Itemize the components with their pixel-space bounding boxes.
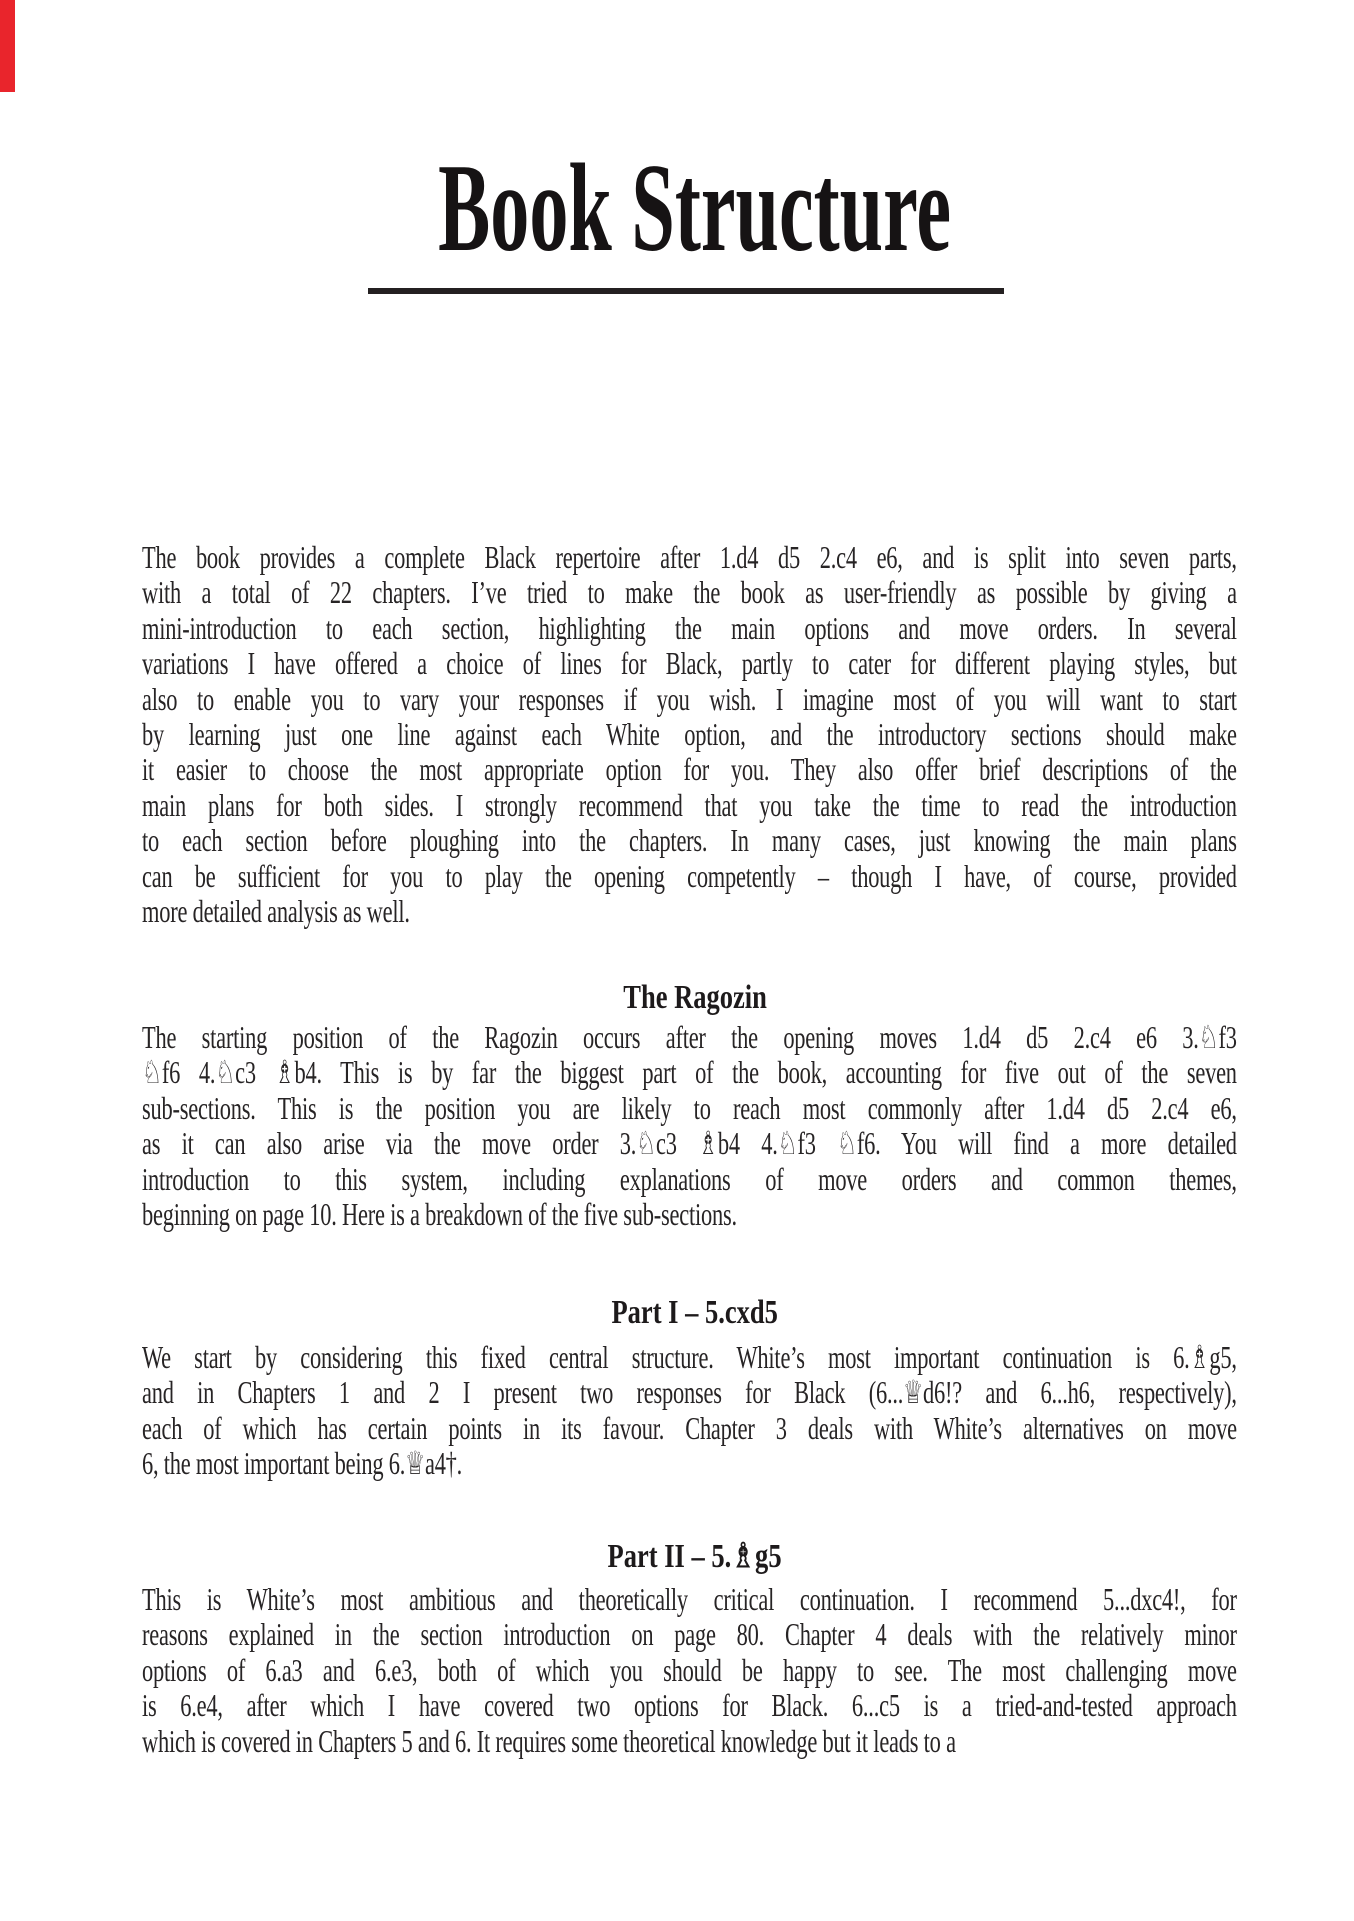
text-line: ♘f6 4.♘c3 ♗b4. This is by far the biggest part of the book, accounting for five out of the seven bbox=[142, 1054, 1237, 1091]
text-line: and in Chapters 1 and 2 I present two responses for Black (6...♕d6!? and 6...h6, respectively), bbox=[142, 1374, 1237, 1411]
text-line: sub-sections. This is the position you are likely to reach most commonly after 1.d4 d5 2.c4 e6, bbox=[142, 1089, 1237, 1126]
text-line: more detailed analysis as well. bbox=[142, 892, 410, 929]
text-line: by learning just one line against each White option, and the introductory sections should make bbox=[142, 715, 1237, 752]
text-line: beginning on page 10. Here is a breakdown of the five sub-sections. bbox=[142, 1195, 737, 1232]
text-line: with a total of 22 chapters. I’ve tried to make the book as user-friendly as possible by giving a bbox=[142, 574, 1237, 611]
text-line: reasons explained in the section introduction on page 80. Chapter 4 deals with the relatively minor bbox=[142, 1616, 1237, 1653]
part2-heading-text: Part II – 5.♗g5 bbox=[607, 1538, 783, 1576]
text-line: variations I have offered a choice of lines for Black, partly to cater for different playing styles, but bbox=[142, 645, 1237, 682]
title-rule bbox=[368, 288, 1004, 294]
ragozin-heading-text: The Ragozin bbox=[623, 979, 767, 1017]
ragozin-paragraph bbox=[142, 1020, 1237, 1232]
text-line: also to enable you to vary your responses if you wish. I imagine most of you will want to start bbox=[142, 680, 1237, 717]
text-line: 6, the most important being 6.♕a4†. bbox=[142, 1445, 463, 1482]
page-title bbox=[18, 139, 1354, 278]
text-line: as it can also arise via the move order 3.♘c3 ♗b4 4.♘f3 ♘f6. You will find a more detailed bbox=[142, 1125, 1237, 1162]
text-line: is 6.e4, after which I have covered two options for Black. 6...c5 is a tried-and-tested approach bbox=[142, 1687, 1237, 1724]
ragozin-heading bbox=[18, 980, 1354, 1015]
text-line: it easier to choose the most appropriate option for you. They also offer brief descriptions of the bbox=[142, 751, 1237, 788]
text-line: The book provides a complete Black repertoire after 1.d4 d5 2.c4 e6, and is split into seven parts, bbox=[142, 539, 1237, 575]
text-line: This is White’s most ambitious and theoretically critical continuation. I recommend 5...dxc4!, for bbox=[142, 1581, 1237, 1617]
text-line: mini-introduction to each section, highlighting the main options and move orders. In several bbox=[142, 609, 1237, 646]
part1-paragraph bbox=[142, 1340, 1237, 1482]
text-line: options of 6.a3 and 6.e3, both of which you should be happy to see. The most challenging move bbox=[142, 1651, 1237, 1688]
text-line: main plans for both sides. I strongly recommend that you take the time to read the introduction bbox=[142, 786, 1237, 823]
text-line: The starting position of the Ragozin occurs after the opening moves 1.d4 d5 2.c4 e6 3.♘f3 bbox=[142, 1019, 1237, 1055]
red-corner-marker bbox=[0, 0, 15, 92]
text-line: each of which has certain points in its favour. Chapter 3 deals with White’s alternatives on move bbox=[142, 1409, 1237, 1446]
part2-paragraph bbox=[142, 1582, 1237, 1759]
page-title-text: Book Structure bbox=[438, 139, 952, 278]
text-line: to each section before ploughing into the chapters. In many cases, just knowing the main plans bbox=[142, 822, 1237, 859]
part1-heading bbox=[18, 1295, 1354, 1330]
text-line: can be sufficient for you to play the opening competently – though I have, of course, provided bbox=[142, 857, 1237, 894]
part1-heading-text: Part I – 5.cxd5 bbox=[611, 1294, 779, 1332]
intro-paragraph bbox=[142, 540, 1237, 929]
text-line: introduction to this system, including explanations of move orders and common themes, bbox=[142, 1160, 1237, 1197]
part2-heading bbox=[18, 1539, 1354, 1574]
text-line: which is covered in Chapters 5 and 6. It requires some theoretical knowledge but it leads to a bbox=[142, 1722, 956, 1759]
text-line: We start by considering this fixed central structure. White’s most important continuation is 6.♗g5, bbox=[142, 1339, 1237, 1375]
